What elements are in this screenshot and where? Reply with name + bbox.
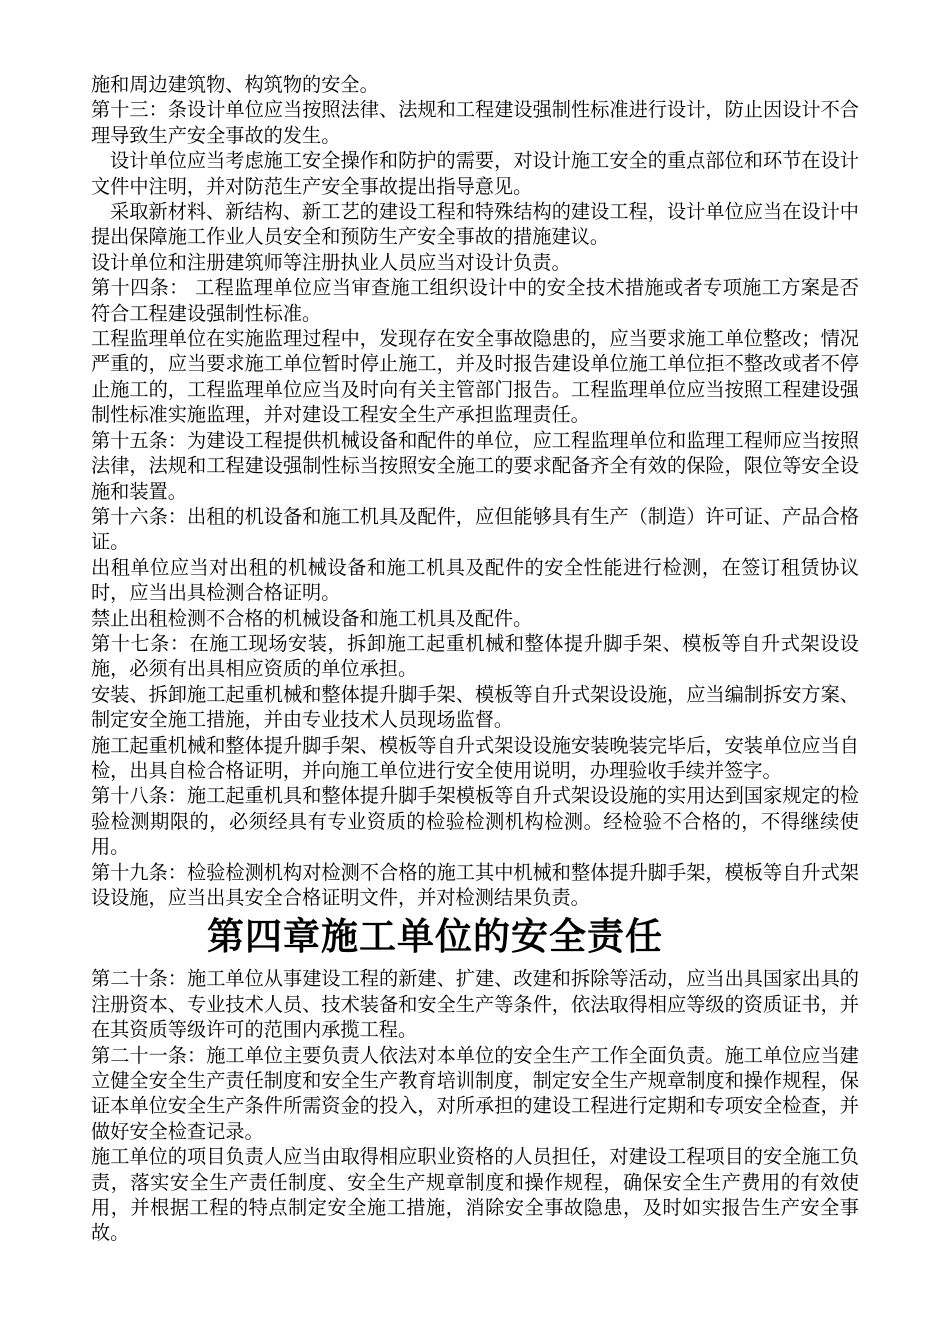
paragraph: 施工起重机械和整体提升脚手架、模板等自升式架设设施安装晚装完毕后，安装单位应当自检，出具自检合格证明，并向施工单位进行安全使用说明，办理验收手续并签字。 [91,733,859,782]
paragraph-article-18: 第十八条：施工起重机具和整体提升脚手架模板等自升式架设设施的实用达到国家规定的检验检测期限的，必须经具有专业资质的检验检测机构检测。经检验不合格的，不得继续使用。 [91,784,859,859]
paragraph-article-16: 第十六条：出租的机设备和施工机具及配件，应但能够具有生产（制造）许可证、产品合格证。 [91,504,859,554]
paragraph-article-19: 第十九条：检验检测机构对检测不合格的施工其中机械和整体提升脚手架，模板等自升式架设设施，应当出具安全合格证明文件，并对检测结果负责。 [91,860,859,909]
paragraph: 施工单位的项目负责人应当由取得相应职业资格的人员担任，对建设工程项目的安全施工负责，落实安全生产责任制度、安全生产规章制度和操作规程，确保安全生产费用的有效使用，并根据工程的特点制定安全施工措施，消除安全事故隐患，及时如实报告生产安全事故。 [91,1145,859,1245]
document-page [91,72,859,1246]
paragraph-article-21: 第二十一条：施工单位主要负责人依法对本单位的安全生产工作全面负责。施工单位应当建立健全安全生产责任制度和安全生产教育培训制度，制定安全生产规章制度和操作规程，保证本单位安全生产条件所需资金的投入，对所承担的建设工程进行定期和专项安全检查，并做好安全检查记录。 [91,1043,859,1143]
section-before-chapter [91,72,859,910]
paragraph-article-13: 第十三：条设计单位应当按照法律、法规和工程建设强制性标准进行设计，防止因设计不合理导致生产安全事故的发生。 [91,98,859,147]
paragraph: 采取新材料、新结构、新工艺的建设工程和特殊结构的建设工程，设计单位应当在设计中提出保障施工作业人员安全和预防生产安全事故的措施建议。 [91,200,859,249]
paragraph-article-15: 第十五条：为建设工程提供机械设备和配件的单位，应工程监理单位和监理工程师应当按照法律，法规和工程建设强制性标当按照安全施工的要求配备齐全有效的保险，限位等安全设施和装置。 [91,428,859,503]
paragraph: 出租单位应当对出租的机械设备和施工机具及配件的安全性能进行检测，在签订租赁协议时，应当出具检测合格证明。 [91,555,859,605]
section-after-chapter [91,966,859,1245]
paragraph: 设计单位应当考虑施工安全操作和防护的需要，对设计施工安全的重点部位和环节在设计文件中注明，并对防范生产安全事故提出指导意见。 [91,149,859,198]
paragraph-article-17: 第十七条：在施工现场安装，拆卸施工起重机械和整体提升脚手架、模板等自升式架设设施，必须有出具相应资质的单位承担。 [91,631,859,681]
paragraph: 设计单位和注册建筑师等注册执业人员应当对设计负责。 [91,250,571,274]
paragraph-article-14: 第十四条： 工程监理单位应当审查施工组织设计中的安全技术措施或者专项施工方案是否符合工程建设强制性标准。 [91,276,859,325]
chapter-title: 第四章施工单位的安全责任 [207,915,663,959]
paragraph: 安装、拆卸施工起重机械和整体提升脚手架、模板等自升式架设设施，应当编制拆安方案、制定安全施工措施，并由专业技术人员现场监督。 [91,682,859,732]
paragraph: 施和周边建筑物、构筑物的安全。 [91,73,379,96]
paragraph: 工程监理单位在实施监理过程中，发现存在安全事故隐患的，应当要求施工单位整改；情况严重的，应当要求施工单位暂时停止施工，并及时报告建设单位施工单位拒不整改或者不停止施工的，工程监理单位应当及时向有关主管部门报告。工程监理单位应当按照工程建设强制性标准实施监理，并对建设工程安全生产承担监理责任。 [91,327,859,427]
paragraph: 禁止出租检测不合格的机械设备和施工机具及配件。 [91,606,533,630]
paragraph-article-20: 第二十条：施工单位从事建设工程的新建、扩建、改建和拆除等活动，应当出具国家出具的注册资本、专业技术人员、技术装备和安全生产等条件，依法取得相应等级的资质证书，并在其资质等级许可的范围内承揽工程。 [91,967,859,1042]
